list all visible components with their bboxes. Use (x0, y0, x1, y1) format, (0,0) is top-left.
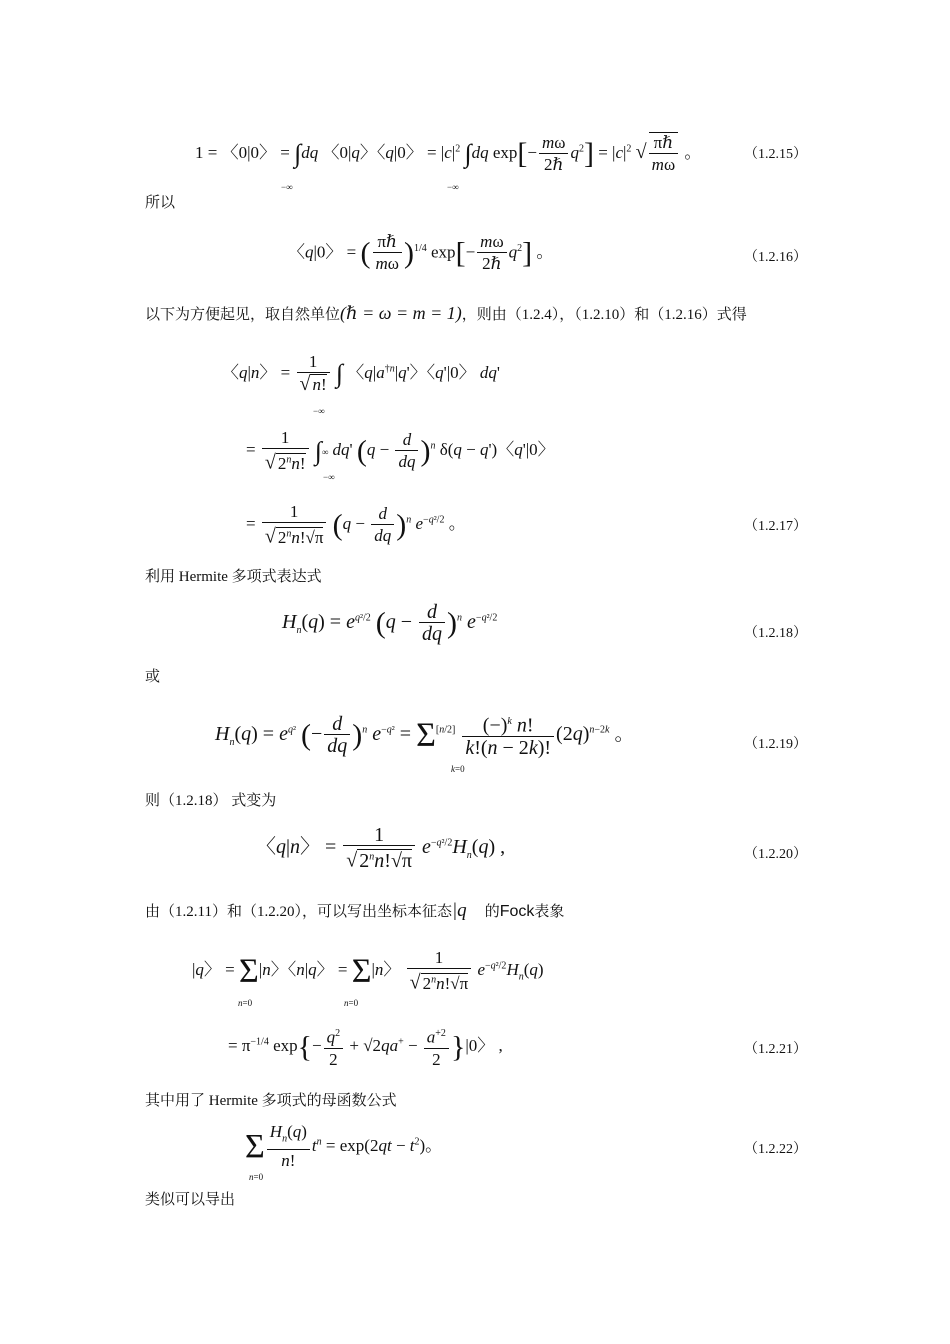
equation-1-2-17-line-2: = $\frac{1}{√ 2^nn!}$ ∫∞ dq' (q − $\frac{d}{dq}$ )$^n$ δ(q − q')〈q'|0〉 (246, 428, 555, 474)
paragraph-text: 或 (145, 669, 161, 685)
limit-mark: −∞ (447, 182, 459, 192)
paragraph-text: 其中用了 Hermite 多项式的母函数公式 (145, 1093, 397, 1109)
paragraph-text: 的 (484, 904, 500, 920)
paragraph-text: 利用 Hermite 多项式表达式 (145, 569, 322, 585)
paragraph-text: 表象 (534, 904, 565, 920)
equation-1-2-22: Σ $\frac{H_n(q)}{n!}$ $t^n = \exp(2qt - t^2)$。 (245, 1122, 443, 1171)
equation-1-2-16: 〈q|0〉 = ( $\frac{\text{πℏ}}{m\omega}$ )$^{1/4}$ exp[− $\frac{m\omega}{\text{2ℏ}}$ $q^2$] 。 (288, 232, 554, 273)
paragraph-text: ，则由（1.2.4），（1.2.10）和（1.2.16）式得 (461, 307, 747, 323)
paragraph-text: 类似可以导出 (145, 1192, 236, 1208)
equation-number: （1.2.20） (744, 847, 807, 862)
equation-number: （1.2.17） (744, 519, 807, 534)
paragraph-text: 所以 (145, 195, 176, 211)
paragraph-text (145, 901, 564, 922)
equation-1-2-21-line-1: |q〉 = Σ|n〉〈n|q〉 = Σ|n〉 $\frac{1}{√ 2^nn!√\pi}$ $e^{-q^2/2}H_n(q)$ (192, 948, 544, 994)
coordinate-state: |q (451, 900, 467, 921)
limit-mark: −∞ (281, 182, 293, 192)
equation-1-2-20: 〈q|n〉 = $\frac{1}{√ 2^nn!√\pi}$ $e^{-q^2/2}H_n(q)$ , (256, 824, 506, 872)
equation-number: （1.2.16） (744, 250, 807, 265)
equation-1-2-18: $H_n(q) = e^{q^2/2}$ (q − $\frac{d}{dq}$ )$^n$ $e^{-q^2/2}$ (282, 601, 498, 645)
equation-1-2-17-line-3: = $\frac{1}{√ 2^nn!√\pi}$ (q − $\frac{d}{dq}$ )$^n$ $e^{-q^2/2}$ 。 (246, 502, 466, 548)
equation-1-2-19: $H_n(q) = e^{q^2}$ (− $\frac{d}{dq}$ )$^n$ $e^{-q^2} = \Sigma[n/2]$ $\frac{(-)^k n!}{k!(n - 2k)!}$ $(2q)^{n-2k}$ 。 (215, 712, 635, 759)
equation-1-2-21-line-2: = $\pi^{-1/4}$ exp{− $\frac{q^2}{2}$ + √2qa+ − $\frac{a^{+2}}{2}$ }|0〉 , (228, 1027, 503, 1069)
limit-mark: n=0 (238, 998, 253, 1008)
equation-number: （1.2.15） (744, 147, 807, 162)
equation-1-2-15: 1 = 〈0|0〉 = ∫dq 〈0|q〉〈q|0〉 = $|c|^2$ ∫dq exp[− $\frac{m\omega}{\text{2ℏ}}$ $q^2] = |c|^2$ √ $\frac{\text{πℏ}}{m\omega}$ 。 (195, 132, 702, 174)
equation-number: （1.2.19） (744, 737, 807, 752)
limit-mark: −∞ (323, 472, 335, 482)
limit-mark: n=0 (344, 998, 359, 1008)
paragraph-text: 以下为方便起见，取自然单位 (145, 307, 341, 323)
equation-number: （1.2.18） (744, 626, 807, 641)
limit-mark: k=0 (451, 764, 465, 774)
paragraph-text: 由（1.2.11）和（1.2.20），可以写出坐标本征态 (145, 904, 452, 920)
equation-number: （1.2.21） (744, 1042, 807, 1057)
limit-mark: −∞ (313, 406, 325, 416)
paragraph-text: Fock (499, 903, 535, 920)
equation-1-2-17-line-1: 〈q|n〉 = $\frac{1}{√ n!}$ ∫ 〈$q|a^{\dagger n}|q'$〉〈q'|0〉 dq' (222, 352, 500, 395)
paragraph-text (145, 303, 747, 325)
equation-number: （1.2.22） (744, 1142, 807, 1157)
natural-units: (ℏ = ω = m = 1) (340, 303, 462, 323)
limit-mark: n=0 (249, 1172, 264, 1182)
paragraph-text: 则（1.2.18） 式变为 (145, 793, 277, 809)
